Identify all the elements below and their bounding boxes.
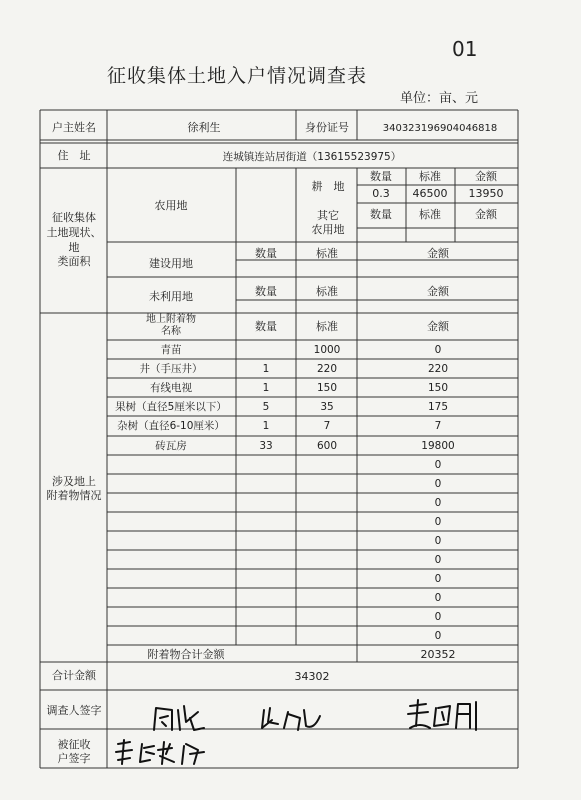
page-number: 01 [452, 37, 478, 61]
attachment-standard: 7 [323, 420, 331, 432]
id-number: 340323196904046818 [382, 123, 498, 134]
other-farmland-label-2: 农用地 [311, 223, 345, 236]
attachment-amount: 0 [434, 554, 442, 566]
attachment-col-amount: 金额 [427, 320, 449, 333]
farmland-label: 农用地 [154, 199, 188, 212]
cultivated-standard: 46500 [412, 187, 448, 200]
attachment-name: 有线电视 [150, 382, 192, 394]
attachment-name: 青苗 [160, 344, 182, 356]
address-value: 连城镇连站居街道（13615523975） [222, 151, 402, 163]
unused-col-quantity: 数量 [255, 285, 277, 298]
attachment-quantity: 1 [262, 363, 270, 375]
other-col-standard: 标准 [419, 208, 441, 221]
cultivated-col-quantity: 数量 [370, 170, 392, 183]
attachment-amount: 0 [434, 478, 442, 490]
attachment-name-header-1: 地上附着物 [146, 314, 196, 325]
attachment-name: 果树（直径5厘米以下） [115, 401, 227, 413]
attachment-name: 杂树（直径6-10厘米） [117, 420, 225, 432]
attachment-quantity: 1 [262, 420, 270, 432]
attachment-amount: 150 [427, 382, 449, 394]
total-amount-label: 合计金额 [52, 669, 96, 682]
owner-name-label: 户主姓名 [52, 121, 96, 134]
address-label: 住 址 [57, 149, 91, 162]
attachment-total-label: 附着物合计金额 [147, 648, 225, 661]
expropriated-signature-label-1: 被征收 [57, 738, 91, 751]
page-title: 征收集体土地入户情况调查表 [107, 65, 368, 87]
attachment-amount: 0 [434, 630, 442, 642]
unused-land-label: 未利用地 [149, 290, 193, 303]
attachment-standard: 150 [316, 382, 338, 394]
other-col-quantity: 数量 [370, 208, 392, 221]
attachments-section-label-1: 涉及地上 [52, 475, 96, 488]
expropriated-signature-label-2: 户签字 [57, 752, 91, 765]
attachment-amount: 7 [434, 420, 442, 432]
attachment-col-standard: 标准 [316, 320, 338, 333]
unused-col-standard: 标准 [316, 285, 338, 298]
attachment-total-value: 20352 [420, 648, 456, 661]
attachment-amount: 0 [434, 344, 442, 356]
id-number-label: 身份证号 [305, 121, 349, 134]
attachment-name: 井（手压井） [139, 363, 203, 375]
attachment-amount: 0 [434, 611, 442, 623]
attachment-amount: 220 [427, 363, 449, 375]
attachment-quantity: 1 [262, 382, 270, 394]
attachment-amount: 175 [427, 401, 449, 413]
construction-col-quantity: 数量 [255, 247, 277, 260]
land-section-label-4: 类面积 [57, 255, 91, 268]
cultivated-amount: 13950 [468, 187, 504, 200]
attachment-amount: 0 [434, 535, 442, 547]
investigator-signature-3 [404, 696, 484, 736]
attachment-amount: 0 [434, 592, 442, 604]
attachment-amount: 0 [434, 497, 442, 509]
investigator-signature-label: 调查人签字 [46, 704, 102, 717]
attachment-amount: 0 [434, 573, 442, 585]
unit-label: 单位：亩、元 [400, 91, 479, 106]
cultivated-label: 耕 地 [311, 180, 345, 193]
land-section-label-2: 土地现状、 [46, 226, 102, 239]
attachment-col-quantity: 数量 [255, 320, 277, 333]
unused-col-amount: 金额 [427, 285, 449, 298]
land-section-label-1: 征收集体 [52, 211, 96, 224]
attachment-amount: 19800 [421, 440, 455, 452]
owner-name: 徐利生 [187, 121, 221, 134]
cultivated-col-standard: 标准 [419, 170, 441, 183]
total-amount-value: 34302 [294, 670, 330, 683]
household-signature [114, 738, 210, 768]
cultivated-quantity: 0.3 [372, 187, 390, 200]
attachment-standard: 600 [316, 440, 338, 452]
attachment-standard: 1000 [313, 344, 341, 356]
attachment-amount: 0 [434, 516, 442, 528]
attachment-standard: 220 [316, 363, 338, 375]
construction-col-amount: 金额 [427, 247, 449, 260]
attachment-name: 砖瓦房 [155, 440, 187, 452]
investigator-signature-2 [258, 700, 328, 736]
cultivated-col-amount: 金额 [475, 170, 497, 183]
attachment-amount: 0 [434, 459, 442, 471]
construction-col-standard: 标准 [316, 247, 338, 260]
attachment-standard: 35 [320, 401, 334, 413]
attachment-quantity: 5 [262, 401, 270, 413]
other-col-amount: 金额 [475, 208, 497, 221]
land-section-label-3: 地 [68, 241, 80, 254]
attachments-section-label-2: 附着物情况 [46, 489, 102, 502]
investigator-signature-1 [150, 700, 210, 736]
attachment-name-header-2: 名称 [161, 326, 181, 337]
construction-land-label: 建设用地 [149, 257, 193, 270]
attachment-quantity: 33 [259, 440, 273, 452]
other-farmland-label-1: 其它 [317, 209, 339, 222]
